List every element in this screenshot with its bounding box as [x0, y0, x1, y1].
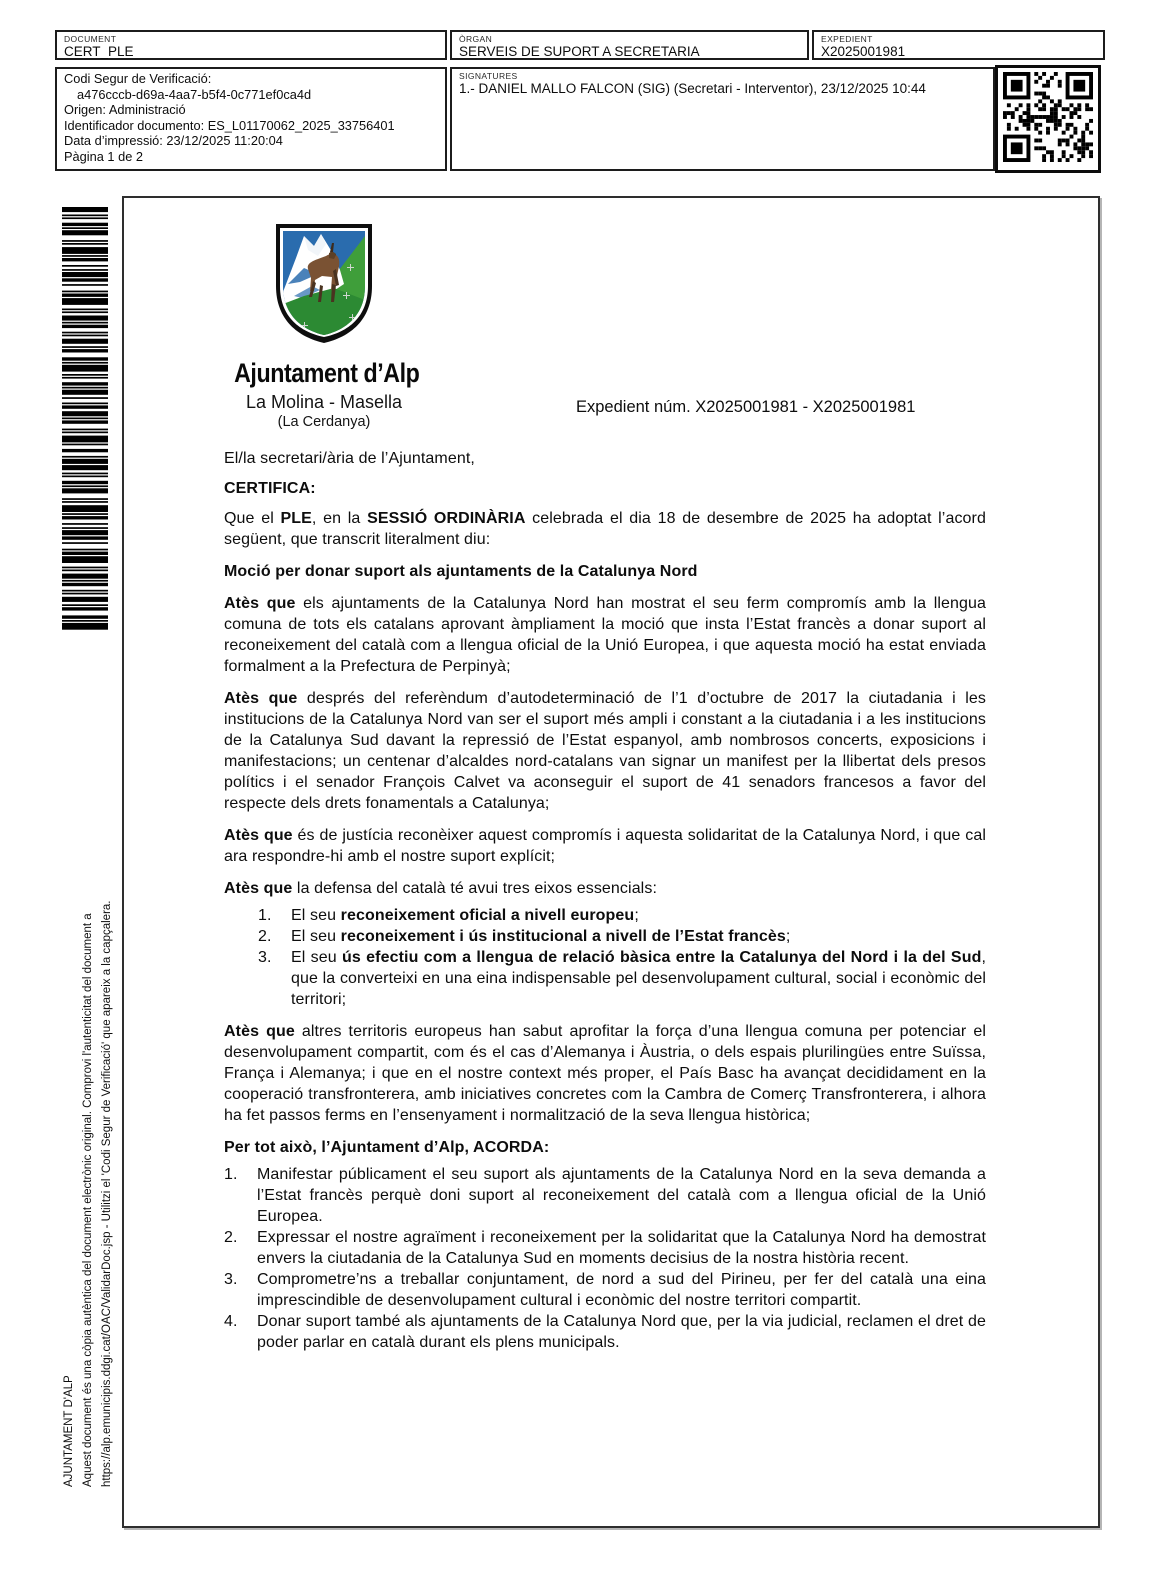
- verification-data-impressio: Data d’impressió: 23/12/2025 11:20:04: [64, 133, 283, 149]
- list-item: 3. Comprometre’ns a treballar conjuntament, de nord a sud del Pirineu, per fer del català una eina imprescindible de desenvolupament cultural i econòmic del nostre territori compartit.: [224, 1271, 986, 1309]
- document-label: DOCUMENT: [64, 34, 117, 44]
- list-number: 1.: [258, 907, 272, 924]
- list-number: 1.: [224, 1166, 238, 1183]
- side-line-url: https://alp.emunicipis.ddgi.cat/OAC/ValidarDoc.jsp - Utilitzi el 'Codi Segur de Verificació' que apareix a la capçalera.: [101, 900, 113, 1487]
- list-number: 3.: [258, 949, 272, 966]
- verification-code: a476cccb-d69a-4aa7-b5f4-0c771ef0ca4d: [77, 86, 312, 102]
- barcode: [62, 207, 108, 637]
- organ-value: SERVEIS DE SUPORT A SECRETARIA: [459, 44, 700, 59]
- ates-paragraph-4: Atès que la defensa del català té avui tres eixos essencials:: [224, 880, 657, 897]
- list-item: 4. Donar suport també als ajuntaments de la Catalunya Nord que, per la via judicial, reclamen el dret de poder parlar en català durant els plens municipals.: [224, 1313, 986, 1351]
- verification-origen: Origen: Administració: [64, 102, 186, 118]
- document-value: CERT_PLE: [64, 44, 134, 59]
- certificate-frame: [122, 196, 1100, 1528]
- header-cell-document: [55, 30, 447, 60]
- side-line-authenticity: Aquest document és una còpia autèntica del document electrònic original. Comprovi l'autenticitat del document a: [82, 913, 94, 1487]
- list-item: 1. El seu reconeixement oficial a nivell europeu;: [258, 907, 639, 924]
- organ-label: ÒRGAN: [459, 34, 493, 44]
- expedient-label: EXPEDIENT: [821, 34, 873, 44]
- eixos-list: [224, 905, 986, 1010]
- coat-of-arms-icon: [274, 222, 374, 344]
- qr-code: [995, 65, 1101, 173]
- side-line-entity: AJUNTAMENT D'ALP: [63, 1375, 75, 1487]
- ates-paragraph-1: Atès que els ajuntaments de la Catalunya Nord han mostrat el seu ferm compromís amb la llengua comuna de tots els catalans aprovant àmpliament la moció que insta l’Estat francès a donar suport al reconeixement del català com a llengua oficial de la Unió Europea, i que aquesta moció ha estat enviada formalment a la Prefectura de Perpinyà;: [224, 595, 987, 675]
- ates-paragraph-3: Atès que és de justícia reconèixer aquest compromís i aquesta solidaritat de la Catalunya Nord, i que cal ara respondre-hi amb el nostre suport explícit;: [224, 827, 986, 865]
- list-number: 2.: [258, 928, 272, 945]
- ates-paragraph-5: Atès que altres territoris europeus han sabut aprofitar la força d’una llengua comuna per potenciar el desenvolupament compartit, com és el cas d’Alemanya i Àustria, o dels espais plurilingües entre Suïssa, França i Alemanya; i que en el nostre context més proper, el País Basc ha avançat decididament en la cooperació transfronterera, amb iniciatives concretes com la Cambra de Comerç Transfronterera, i alhora ha fet passos ferms en l’ensenyament i normalització de la seva llengua històrica;: [224, 1023, 986, 1124]
- signatures-box: [450, 67, 995, 171]
- certifica-heading: CERTIFICA:: [224, 480, 316, 497]
- list-item: 1. Manifestar públicament el seu suport als ajuntaments de la Catalunya Nord en la seva demanda a l’Estat francès perquè doni suport al reconeixement del català com a llengua oficial de la Unió Europea.: [224, 1166, 986, 1225]
- session-paragraph: Que el PLE, en la SESSIÓ ORDINÀRIA celebrada el dia 18 de desembre de 2025 ha adoptat l’acord següent, que transcrit literalment diu:: [224, 510, 986, 548]
- certificate-body: [224, 448, 986, 1364]
- municipality-name: Ajuntament d’Alp: [234, 358, 420, 388]
- acorda-list: [224, 1164, 986, 1353]
- municipality-region: (La Cerdanya): [277, 414, 371, 430]
- municipality-subtitle: La Molina - Masella: [245, 392, 403, 412]
- list-number: 3.: [224, 1271, 238, 1288]
- list-item: 3. El seu ús efectiu com a llengua de relació bàsica entre la Catalunya del Nord i la del Sud, que la converteixi en una eina indispensable pel desenvolupament cultural, social i econòmic del territori;: [258, 949, 986, 1008]
- qr-code-pattern: [1003, 72, 1093, 167]
- acorda-heading: Per tot això, l’Ajuntament d’Alp, ACORDA:: [224, 1139, 550, 1156]
- header-cell-organ: [450, 30, 809, 60]
- intro-line: El/la secretari/ària de l’Ajuntament,: [224, 450, 475, 467]
- verification-pagina: Pàgina 1 de 2: [64, 148, 143, 164]
- expedient-value: X2025001981: [821, 44, 906, 59]
- expedient-number-line: Expedient núm. X2025001981 - X2025001981: [576, 398, 916, 416]
- header-cell-expedient: [812, 30, 1105, 60]
- list-item: 2. El seu reconeixement i ús institucional a nivell de l’Estat francès;: [258, 928, 791, 945]
- list-number: 4.: [224, 1313, 238, 1330]
- signatures-value: 1.- DANIEL MALLO FALCON (SIG) (Secretari - Interventor), 23/12/2025 10:44: [459, 81, 926, 96]
- ates-paragraph-2: Atès que després del referèndum d’autodeterminació de l’1 d’octubre de 2017 la ciutadania i les institucions de la Catalunya Nord van ser el suport més ampli i constant a la ciutadania i a les institucions de la Catalunya Sud davant la repressió de l’Estat espanyol, amb nombrosos concerts, exposicions i manifestacions; un centenar d’alcaldes nord-catalans van signar un manifest per la llibertat dels presos polítics i el senador François Calvet va aconseguir el suport de 41 senadors francesos a favor del respecte dels drets fonamentals a Catalunya;: [224, 690, 987, 812]
- verification-identificador: Identificador documento: ES_L01170062_2025_33756401: [64, 117, 395, 133]
- verification-title: Codi Segur de Verificació:: [64, 71, 212, 86]
- list-item: 2. Expressar el nostre agraïment i reconeixement per la solidaritat que la Catalunya Nord ha demostrat envers la ciutadania de la Catalunya Sud en moments decisius de la nostra història recent.: [224, 1229, 986, 1267]
- logo-block: [219, 222, 429, 430]
- list-number: 2.: [224, 1229, 238, 1246]
- signatures-label: SIGNATURES: [459, 71, 518, 81]
- motion-title: Moció per donar suport als ajuntaments de la Catalunya Nord: [224, 563, 698, 580]
- verification-box: [55, 67, 447, 171]
